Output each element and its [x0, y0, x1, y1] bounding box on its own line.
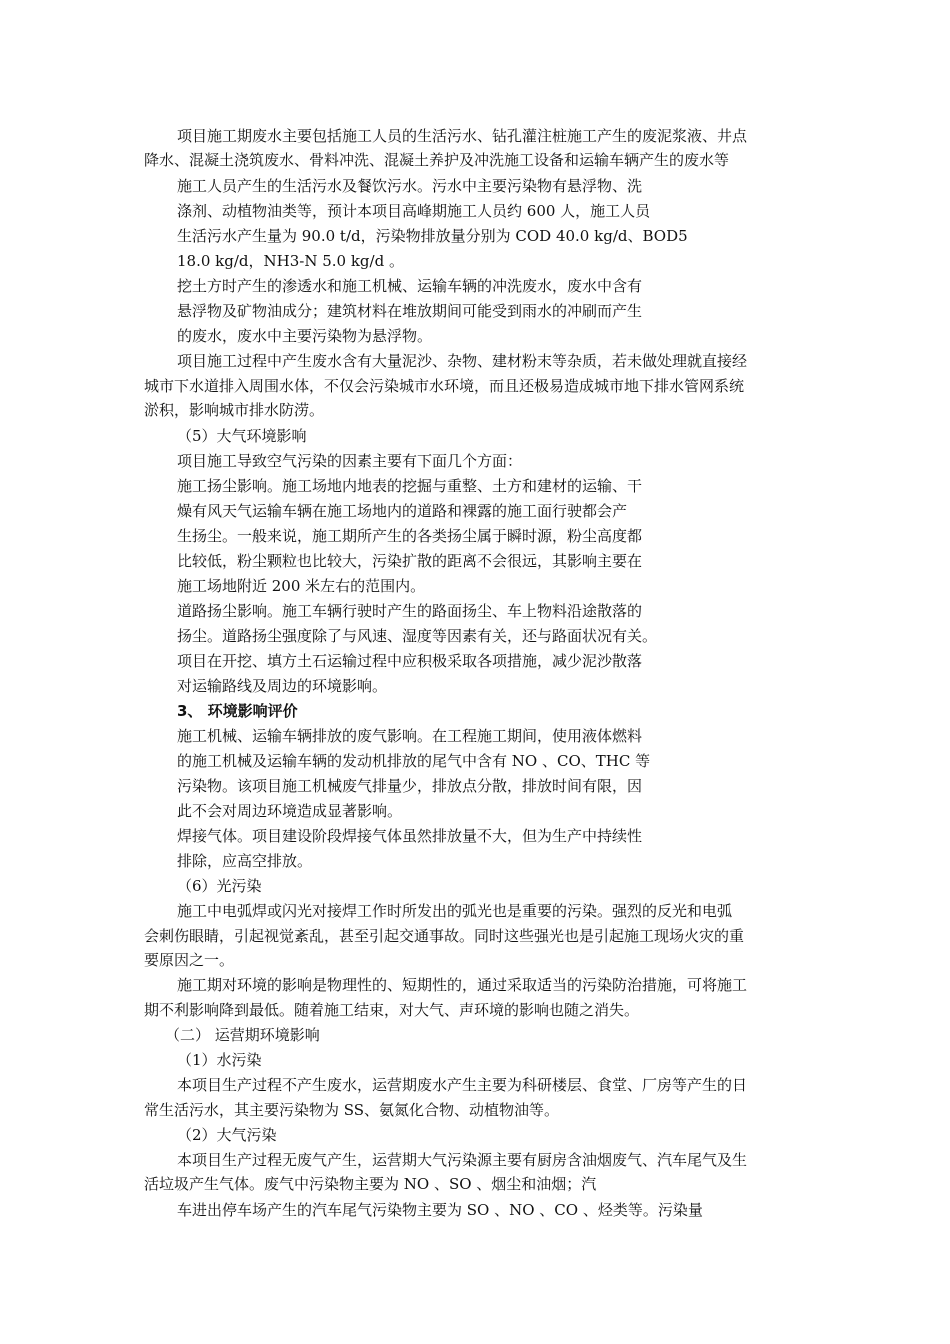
text-line: 施工扬尘影响。施工场地内地表的挖掘与重整、土方和建材的运输、干	[177, 477, 643, 495]
text-line: 的废水，废水中主要污染物为悬浮物。	[177, 327, 433, 345]
section-heading: （5）大气环境影响	[177, 427, 307, 445]
text-line: 施工中电弧焊或闪光对接焊工作时所发出的弧光也是重要的污染。强烈的反光和电弧	[177, 902, 733, 920]
text-line: 项目施工期废水主要包括施工人员的生活污水、钻孔灌注桩施工产生的废泥浆液、井点	[177, 127, 748, 145]
text-line: 项目施工过程中产生废水含有大量泥沙、杂物、建材粉末等杂质，若未做处理就直接经	[177, 352, 748, 370]
text-line: 此不会对周边环境造成显著影响。	[177, 802, 403, 820]
text-line: 期不利影响降到最低。随着施工结束，对大气、声环境的影响也随之消失。	[144, 1001, 640, 1019]
section-heading: （1）水污染	[177, 1051, 262, 1069]
text-line: 会刺伤眼睛，引起视觉紊乱，甚至引起交通事故。同时这些强光也是引起施工现场火灾的重	[144, 927, 745, 945]
text-line: 施工人员产生的生活污水及餐饮污水。污水中主要污染物有悬浮物、洗	[177, 177, 643, 195]
section-heading: （2）大气污染	[177, 1126, 277, 1144]
section-heading: （6）光污染	[177, 877, 262, 895]
text-line: 常生活污水，其主要污染物为 SS、氨氮化合物、动植物油等。	[144, 1101, 560, 1119]
text-line: 活垃圾产生气体。废气中污染物主要为 NO 、SO 、烟尘和油烟；汽	[144, 1175, 597, 1193]
text-line: 施工机械、运输车辆排放的废气影响。在工程施工期间，使用液体燃料	[177, 727, 643, 745]
section-heading: 3、 环境影响评价	[177, 702, 298, 720]
text-line: 淤积，影响城市排水防涝。	[144, 401, 325, 419]
text-line: 的施工机械及运输车辆的发动机排放的尾气中含有 NO 、CO、THC 等	[177, 752, 651, 770]
text-line: 比较低，粉尘颗粒也比较大，污染扩散的距离不会很远，其影响主要在	[177, 552, 643, 570]
text-line: 焊接气体。项目建设阶段焊接气体虽然排放量不大，但为生产中持续性	[177, 827, 643, 845]
text-line: 本项目生产过程无废气产生，运营期大气污染源主要有厨房含油烟废气、汽车尾气及生	[177, 1151, 748, 1169]
text-line: 对运输路线及周边的环境影响。	[177, 677, 388, 695]
text-line: 项目在开挖、填方土石运输过程中应积极采取各项措施，减少泥沙散落	[177, 652, 643, 670]
text-line: 项目施工导致空气污染的因素主要有下面几个方面：	[177, 452, 523, 470]
text-line: 生扬尘。一般来说，施工期所产生的各类扬尘属于瞬时源，粉尘高度都	[177, 527, 643, 545]
text-line: 悬浮物及矿物油成分；建筑材料在堆放期间可能受到雨水的冲刷而产生	[177, 302, 643, 320]
text-line: 降水、混凝土浇筑废水、骨料冲洗、混凝土养护及冲洗施工设备和运输车辆产生的废水等	[144, 151, 730, 169]
section-heading: （二） 运营期环境影响	[165, 1026, 320, 1044]
text-line: 道路扬尘影响。施工车辆行驶时产生的路面扬尘、车上物料沿途散落的	[177, 602, 643, 620]
text-line: 燥有风天气运输车辆在施工场地内的道路和裸露的施工面行驶都会产	[177, 502, 628, 520]
text-line: 排除，应高空排放。	[177, 852, 313, 870]
text-line: 施工场地附近 200 米左右的范围内。	[177, 577, 426, 595]
text-line: 挖土方时产生的渗透水和施工机械、运输车辆的冲洗废水，废水中含有	[177, 277, 643, 295]
text-line: 施工期对环境的影响是物理性的、短期性的，通过采取适当的污染防治措施，可将施工	[177, 976, 748, 994]
text-line: 扬尘。道路扬尘强度除了与风速、湿度等因素有关，还与路面状况有关。	[177, 627, 658, 645]
text-line: 生活污水产生量为 90.0 t/d，污染物排放量分别为 COD 40.0 kg/d、BOD5	[177, 227, 688, 245]
text-line: 城市下水道排入周围水体，不仅会污染城市水环境，而且还极易造成城市地下排水管网系统	[144, 377, 745, 395]
text-line: 车进出停车场产生的汽车尾气污染物主要为 SO 、NO 、CO 、烃类等。污染量	[177, 1201, 703, 1219]
text-line: 本项目生产过程不产生废水，运营期废水产生主要为科研楼层、食堂、厂房等产生的日	[177, 1076, 748, 1094]
text-line: 污染物。该项目施工机械废气排量少，排放点分散，排放时间有限，因	[177, 777, 643, 795]
text-line: 18.0 kg/d，NH3-N 5.0 kg/d 。	[177, 252, 404, 270]
text-line: 涤剂、动植物油类等，预计本项目高峰期施工人员约 600 人，施工人员	[177, 202, 651, 220]
text-line: 要原因之一。	[144, 951, 235, 969]
